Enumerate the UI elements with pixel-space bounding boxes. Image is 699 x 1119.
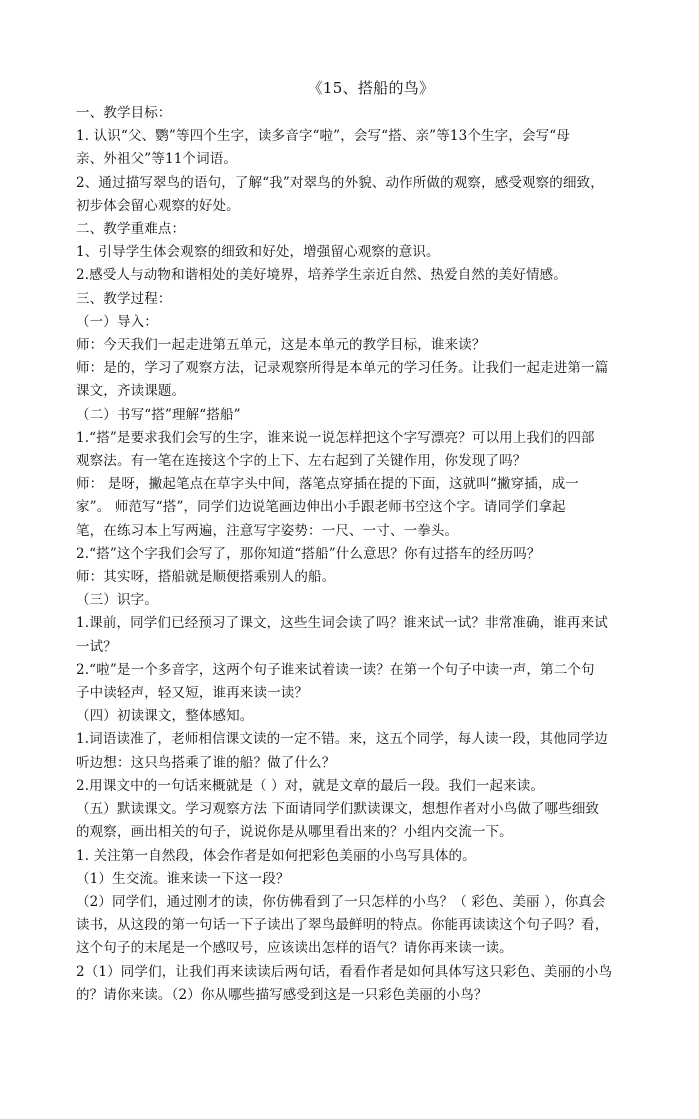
text-line: （2）同学们，通过刚才的读，你仿佛看到了一只怎样的小鸟？（ 彩色、美丽 ），你真会 [76, 893, 606, 910]
text-line: 家”。 师范写“搭”，同学们边说笔画边伸出小手跟老师书空这个字。请同学们拿起 [76, 499, 566, 516]
text-line: 子中读轻声，轻又短，谁再来读一读？ [76, 685, 309, 702]
document-page [76, 78, 636, 1007]
text-line: 的？请你来读。（2）你从哪些描写感受到这是一只彩色美丽的小鸟？ [76, 986, 488, 1003]
text-line: 三、教学过程： [76, 290, 172, 307]
text-line: 的观察，画出相关的句子，说说你是从哪里看出来的？小组内交流一下。 [76, 824, 513, 841]
text-line: 二、教学重难点： [76, 221, 186, 238]
text-line: 读书，从这段的第一句话一下子读出了翠鸟最鲜明的特点。你能再读读这个句子吗？看， [76, 917, 609, 934]
text-line: 师：是的，学习了观察方法，记录观察所得是本单元的学习任务。让我们一起走进第一篇 [76, 360, 609, 377]
text-line: 1.课前，同学们已经预习了课文，这些生词会读了吗？谁来试一试？非常准确，谁再来试 [76, 615, 608, 632]
text-line: 一试？ [76, 638, 117, 655]
text-line: 听边想：这只鸟搭乘了谁的船？做了什么？ [76, 754, 336, 771]
text-line: 师：今天我们一起走进第五单元，这是本单元的教学目标，谁来读？ [76, 337, 486, 354]
text-line: （一）导入： [76, 313, 158, 330]
text-line: （四）初读课文，整体感知。 [76, 708, 254, 725]
text-line: 1、引导学生体会观察的细致和好处，增强留心观察的意识。 [76, 244, 440, 261]
text-line: 课文，齐读课题。 [76, 383, 186, 400]
text-line: （1）生交流。谁来读一下这一段？ [76, 870, 290, 887]
text-line: 2.感受人与动物和谐相处的美好境界，培养学生亲近自然、热爱自然的美好情感。 [76, 267, 567, 284]
text-line: 笔，在练习本上写两遍，注意写字姿势：一尺、一寸、一拳头。 [76, 522, 459, 539]
text-line: 师：其实呀，搭船就是顺便搭乘别人的船。 [76, 569, 336, 586]
document-body [76, 102, 636, 1007]
text-line: 初步体会留心观察的好处。 [76, 197, 240, 214]
text-line: 2.“啦”是一个多音字，这两个句子谁来试着读一读？在第一个句子中读一声，第二个句 [76, 661, 595, 678]
lesson-title: 《15、搭船的鸟》 [307, 79, 435, 97]
text-line: 1. 认识“父、鹦”等四个生字，读多音字“啦”，会写“搭、亲”等13个生字，会写“母 [76, 128, 570, 145]
text-line: 2.“搭”这个字我们会写了，那你知道“搭船”什么意思？你有过搭车的经历吗？ [76, 545, 541, 562]
text-line: （三）识字。 [76, 592, 158, 609]
text-line: 1. 关注第一自然段，体会作者是如何把彩色美丽的小鸟写具体的。 [76, 847, 476, 864]
text-line: 2、通过描写翠鸟的语句，了解“我”对翠鸟的外貌、动作所做的观察，感受观察的细致， [76, 174, 604, 191]
text-line: 1.词语读准了，老师相信课文读的一定不错。来，这五个同学，每人读一段，其他同学边 [76, 731, 608, 748]
text-line: 观察法。有一笔在连接这个字的上下、左右起到了关键作用，你发现了吗？ [76, 453, 527, 470]
text-line: 1.“搭”是要求我们会写的生字，谁来说一说怎样把这个字写漂亮？可以用上我们的四部 [76, 429, 595, 446]
text-line: 一、教学目标： [76, 105, 172, 121]
text-line: （二）书写“搭”理解“搭船” [76, 406, 241, 423]
text-line: 这个句子的末尾是一个感叹号，应该读出怎样的语气？请你再来读一读。 [76, 940, 513, 957]
text-line: 师： 是呀，撇起笔点在草字头中间，落笔点穿插在提的下面，这就叫“撇穿插，成一 [76, 476, 579, 493]
text-line: （五）默读课文。学习观察方法 下面请同学们默读课文，想想作者对小鸟做了哪些细致 [76, 801, 600, 818]
text-line: 2（1）同学们，让我们再来读读后两句话，看看作者是如何具体写这只彩色、美丽的小鸟 [76, 963, 613, 980]
text-line: 亲、外祖父”等11个词语。 [76, 151, 238, 168]
text-line: 2.用课文中的一句话来概就是（ ）对，就是文章的最后一段。我们一起来读。 [76, 777, 545, 794]
